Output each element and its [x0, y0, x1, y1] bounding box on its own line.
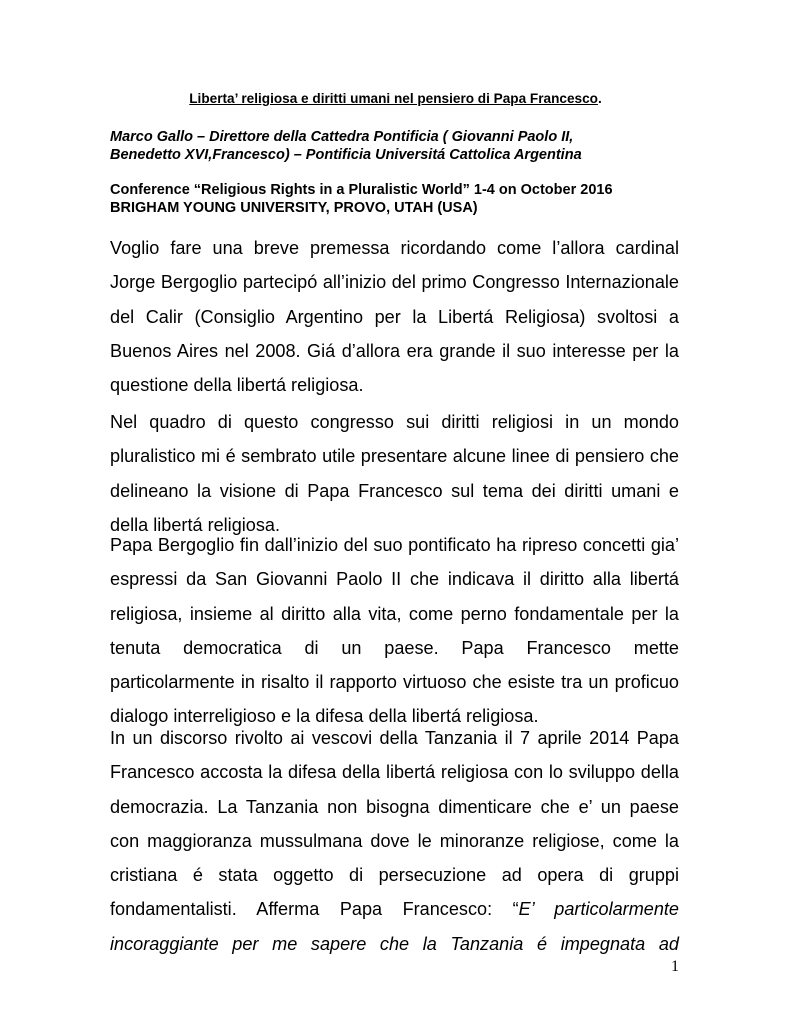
text-line: cristiana é stata oggetto di persecuzione ad opera di gruppi [110, 865, 679, 886]
author-affiliation [110, 128, 710, 164]
text-line: della libertá religiosa. [110, 514, 280, 535]
title-period: . [597, 91, 602, 106]
document-title [0, 91, 791, 106]
page-number: 1 [671, 958, 679, 975]
text-line: In un discorso rivolto ai vescovi della Tanzania il 7 aprile 2014 Papa [110, 728, 679, 748]
text-line: con maggioranza mussulmana dove le minoranze religiose, come la [110, 830, 679, 851]
text-line: dialogo interreligioso e la difesa della libertá religiosa. [110, 706, 539, 727]
paragraph-4 [110, 721, 679, 961]
text-line: Francesco accosta la difesa della libertá religiosa con lo sviluppo della [110, 762, 679, 783]
title-text: Liberta’ religiosa e diritti umani nel pensiero di Papa Francesco [189, 91, 598, 106]
paragraph-3 [110, 528, 679, 734]
text-line: Nel quadro di questo congresso sui diritti religiosi in un mondo [110, 412, 679, 432]
text-line: pluralistico mi é sembrato utile presentare alcune linee di pensiero che [110, 446, 679, 467]
author-line-2: Benedetto XVI,Francesco) – Pontificia Universitá Cattolica Argentina [110, 147, 582, 163]
text-line-quote-start [110, 892, 679, 926]
conference-info [110, 181, 710, 217]
author-line-1: Marco Gallo – Direttore della Cattedra Pontificia ( Giovanni Paolo II, [110, 129, 574, 145]
text-line: espressi da San Giovanni Paolo II che indicava il diritto alla libertá [110, 569, 679, 590]
text-line: questione della libertá religiosa. [110, 375, 364, 396]
text-line: tenuta democratica di un paese. Papa Francesco mette [110, 637, 679, 658]
text-line: Jorge Bergoglio partecipó all’inizio del primo Congresso Internazionale [110, 272, 679, 293]
text-line: Buenos Aires nel 2008. Giá d’allora era grande il suo interesse per la [110, 340, 679, 361]
paragraph-2 [110, 405, 679, 542]
paragraph-1 [110, 231, 679, 402]
conference-line-2: BRIGHAM YOUNG UNIVERSITY, PROVO, UTAH (USA) [110, 200, 478, 216]
text-italic: E’ particolarmente [518, 899, 679, 920]
text-line: delineano la visione di Papa Francesco sul tema dei diritti umani e [110, 480, 679, 501]
conference-line-1: Conference “Religious Rights in a Pluralistic World” 1-4 on October 2016 [110, 182, 613, 198]
text-line: democrazia. La Tanzania non bisogna dimenticare che e’ un paese [110, 796, 679, 817]
text-line: particolarmente in risalto il rapporto virtuoso che esiste tra un proficuo [110, 672, 679, 693]
text-line: del Calir (Consiglio Argentino per la Libertá Religiosa) svoltosi a [110, 306, 679, 327]
text-normal: fondamentalisti. Afferma Papa Francesco: “ [110, 899, 519, 920]
text-line-quote: incoraggiante per me sapere che la Tanzania é impegnata ad [110, 933, 679, 954]
text-line: religiosa, insieme al diritto alla vita, come perno fondamentale per la [110, 603, 679, 624]
text-line: Voglio fare una breve premessa ricordando come l’allora cardinal [110, 238, 679, 258]
text-line: Papa Bergoglio fin dall’inizio del suo pontificato ha ripreso concetti gia’ [110, 535, 679, 555]
